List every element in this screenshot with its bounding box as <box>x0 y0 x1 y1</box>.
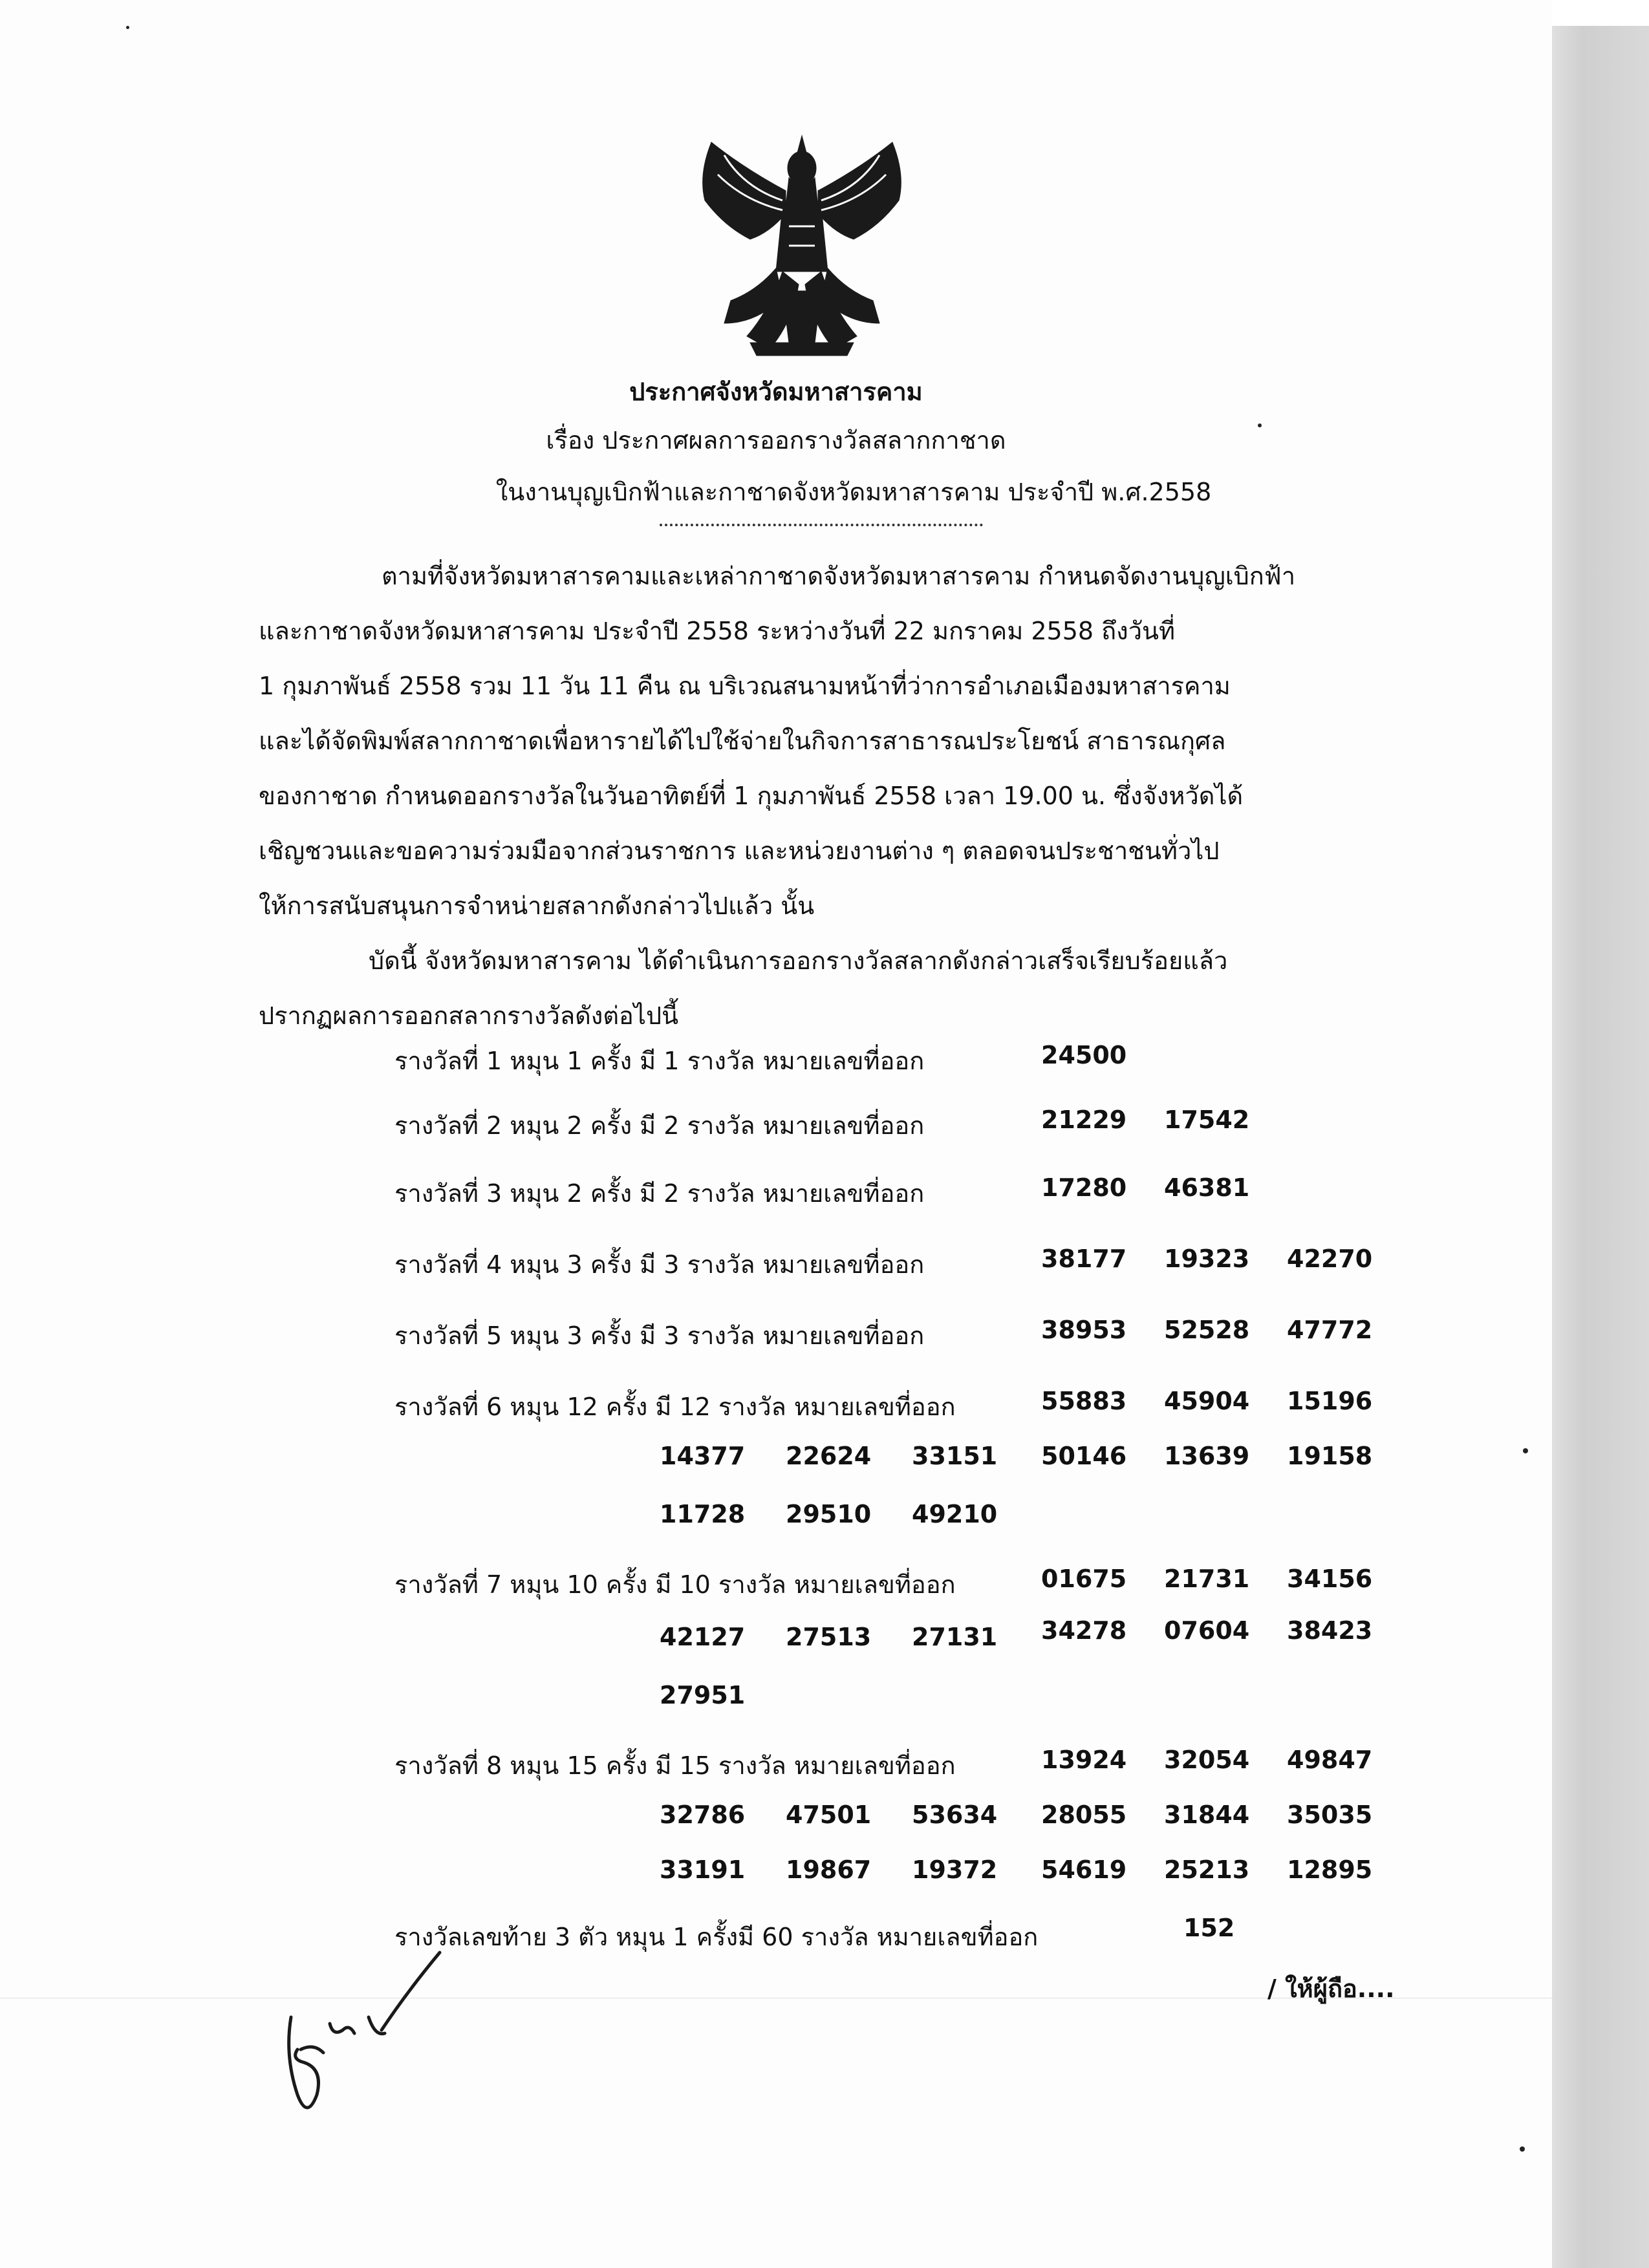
winning-number: 19158 <box>1287 1442 1373 1470</box>
prize-1-label: รางวัลที่ 1 หมุน 1 ครั้ง มี 1 รางวัล หมายเลขที่ออก <box>394 1047 925 1075</box>
winning-number: 17280 <box>1041 1173 1127 1202</box>
winning-number: 14377 <box>660 1442 746 1470</box>
scan-speck <box>1520 2146 1525 2152</box>
paragraph-line: ของกาชาด กำหนดออกรางวัลในวันอาทิตย์ที่ 1 กุมภาพันธ์ 2558 เวลา 19.00 น. ซึ่งจังหวัดได้ <box>259 782 1244 810</box>
paragraph-line: เชิญชวนและขอความร่วมมือจากส่วนราชการ และหน่วยงานต่าง ๆ ตลอดจนประชาชนทั่วไป <box>259 837 1220 865</box>
winning-number: 27131 <box>912 1623 998 1651</box>
winning-number: 32054 <box>1164 1746 1250 1774</box>
paragraph-line: ปรากฏผลการออกสลากรางวัลดังต่อไปนี้ <box>259 1001 679 1030</box>
winning-number: 42270 <box>1287 1245 1373 1273</box>
prize-4-label: รางวัลที่ 4 หมุน 3 ครั้ง มี 3 รางวัล หมายเลขที่ออก <box>394 1250 925 1279</box>
winning-number: 46381 <box>1164 1173 1250 1202</box>
winning-number: 01675 <box>1041 1565 1127 1593</box>
scan-speck <box>1258 423 1262 427</box>
winning-number: 07604 <box>1164 1616 1250 1645</box>
continuation-text: / ให้ผู้ถือ.... <box>1267 1974 1395 2003</box>
winning-number: 19372 <box>912 1856 998 1884</box>
winning-number: 52528 <box>1164 1316 1250 1344</box>
winning-number: 17542 <box>1164 1106 1250 1134</box>
winning-number: 19867 <box>786 1856 872 1884</box>
winning-number: 55883 <box>1041 1387 1127 1415</box>
winning-number: 19323 <box>1164 1245 1250 1273</box>
paragraph-line: ให้การสนับสนุนการจำหน่ายสลากดังกล่าวไปแล้ว นั้น <box>259 892 815 920</box>
winning-number: 33151 <box>912 1442 998 1470</box>
winning-number: 50146 <box>1041 1442 1127 1470</box>
winning-number: 13924 <box>1041 1746 1127 1774</box>
winning-number: 38177 <box>1041 1245 1127 1273</box>
winning-number: 22624 <box>786 1442 872 1470</box>
scan-speck <box>1523 1448 1528 1453</box>
winning-number: 27951 <box>660 1681 746 1709</box>
winning-number: 28055 <box>1041 1801 1127 1829</box>
prize-8-label: รางวัลที่ 8 หมุน 15 ครั้ง มี 15 รางวัล หมายเลขที่ออก <box>394 1751 956 1780</box>
garuda-emblem-icon <box>685 129 918 369</box>
winning-number: 54619 <box>1041 1856 1127 1884</box>
paragraph-line: บัดนี้ จังหวัดมหาสารคาม ได้ดำเนินการออกรางวัลสลากดังกล่าวเสร็จเรียบร้อยแล้ว <box>369 947 1228 975</box>
winning-number: 21731 <box>1164 1565 1250 1593</box>
winning-number: 33191 <box>660 1856 746 1884</box>
paragraph-line: และกาชาดจังหวัดมหาสารคาม ประจำปี 2558 ระหว่างวันที่ 22 มกราคม 2558 ถึงวันที่ <box>259 617 1176 645</box>
announcement-title: ประกาศจังหวัดมหาสารคาม <box>629 378 923 406</box>
winning-number: 47772 <box>1287 1316 1373 1344</box>
prize-5-label: รางวัลที่ 5 หมุน 3 ครั้ง มี 3 รางวัล หมายเลขที่ออก <box>394 1321 925 1350</box>
winning-number: 31844 <box>1164 1801 1250 1829</box>
scan-shadow-edge <box>1539 26 1649 2268</box>
handwritten-signature <box>278 1940 491 2134</box>
winning-number: 34156 <box>1287 1565 1373 1593</box>
winning-number: 24500 <box>1041 1041 1127 1069</box>
paragraph-line: 1 กุมภาพันธ์ 2558 รวม 11 วัน 11 คืน ณ บริเวณสนามหน้าที่ว่าการอำเภอเมืองมหาสารคาม <box>259 672 1231 700</box>
announcement-subject: เรื่อง ประกาศผลการออกรางวัลสลากกาชาด <box>546 426 1006 455</box>
prize-2-label: รางวัลที่ 2 หมุน 2 ครั้ง มี 2 รางวัล หมายเลขที่ออก <box>394 1111 925 1140</box>
winning-number: 32786 <box>660 1801 746 1829</box>
prize-3-label: รางวัลที่ 3 หมุน 2 ครั้ง มี 2 รางวัล หมายเลขที่ออก <box>394 1179 925 1208</box>
winning-number: 11728 <box>660 1500 746 1528</box>
prize-7-label: รางวัลที่ 7 หมุน 10 ครั้ง มี 10 รางวัล หมายเลขที่ออก <box>394 1570 956 1599</box>
winning-number: 152 <box>1183 1914 1235 1942</box>
winning-number: 13639 <box>1164 1442 1250 1470</box>
winning-number: 53634 <box>912 1801 998 1829</box>
prize-last3-label: รางวัลเลขท้าย 3 ตัว หมุน 1 ครั้งมี 60 รางวัล หมายเลขที่ออก <box>394 1923 1039 1951</box>
winning-number: 15196 <box>1287 1387 1373 1415</box>
dotted-divider <box>660 524 983 526</box>
winning-number: 21229 <box>1041 1106 1127 1134</box>
winning-number: 38423 <box>1287 1616 1373 1645</box>
paragraph-line: และได้จัดพิมพ์สลากกาชาดเพื่อหารายได้ไปใช้จ่ายในกิจการสาธารณประโยชน์ สาธารณกุศล <box>259 727 1226 755</box>
winning-number: 45904 <box>1164 1387 1250 1415</box>
winning-number: 49210 <box>912 1500 998 1528</box>
announcement-subtitle: ในงานบุญเบิกฟ้าและกาชาดจังหวัดมหาสารคาม ประจำปี พ.ศ.2558 <box>495 478 1212 506</box>
winning-number: 49847 <box>1287 1746 1373 1774</box>
winning-number: 34278 <box>1041 1616 1127 1645</box>
winning-number: 29510 <box>786 1500 872 1528</box>
paragraph-line: ตามที่จังหวัดมหาสารคามและเหล่ากาชาดจังหวัดมหาสารคาม กำหนดจัดงานบุญเบิกฟ้า <box>382 562 1296 590</box>
scan-speck <box>126 26 129 29</box>
winning-number: 12895 <box>1287 1856 1373 1884</box>
winning-number: 25213 <box>1164 1856 1250 1884</box>
winning-number: 42127 <box>660 1623 746 1651</box>
winning-number: 47501 <box>786 1801 872 1829</box>
winning-number: 27513 <box>786 1623 872 1651</box>
winning-number: 38953 <box>1041 1316 1127 1344</box>
prize-6-label: รางวัลที่ 6 หมุน 12 ครั้ง มี 12 รางวัล หมายเลขที่ออก <box>394 1393 956 1421</box>
winning-number: 35035 <box>1287 1801 1373 1829</box>
